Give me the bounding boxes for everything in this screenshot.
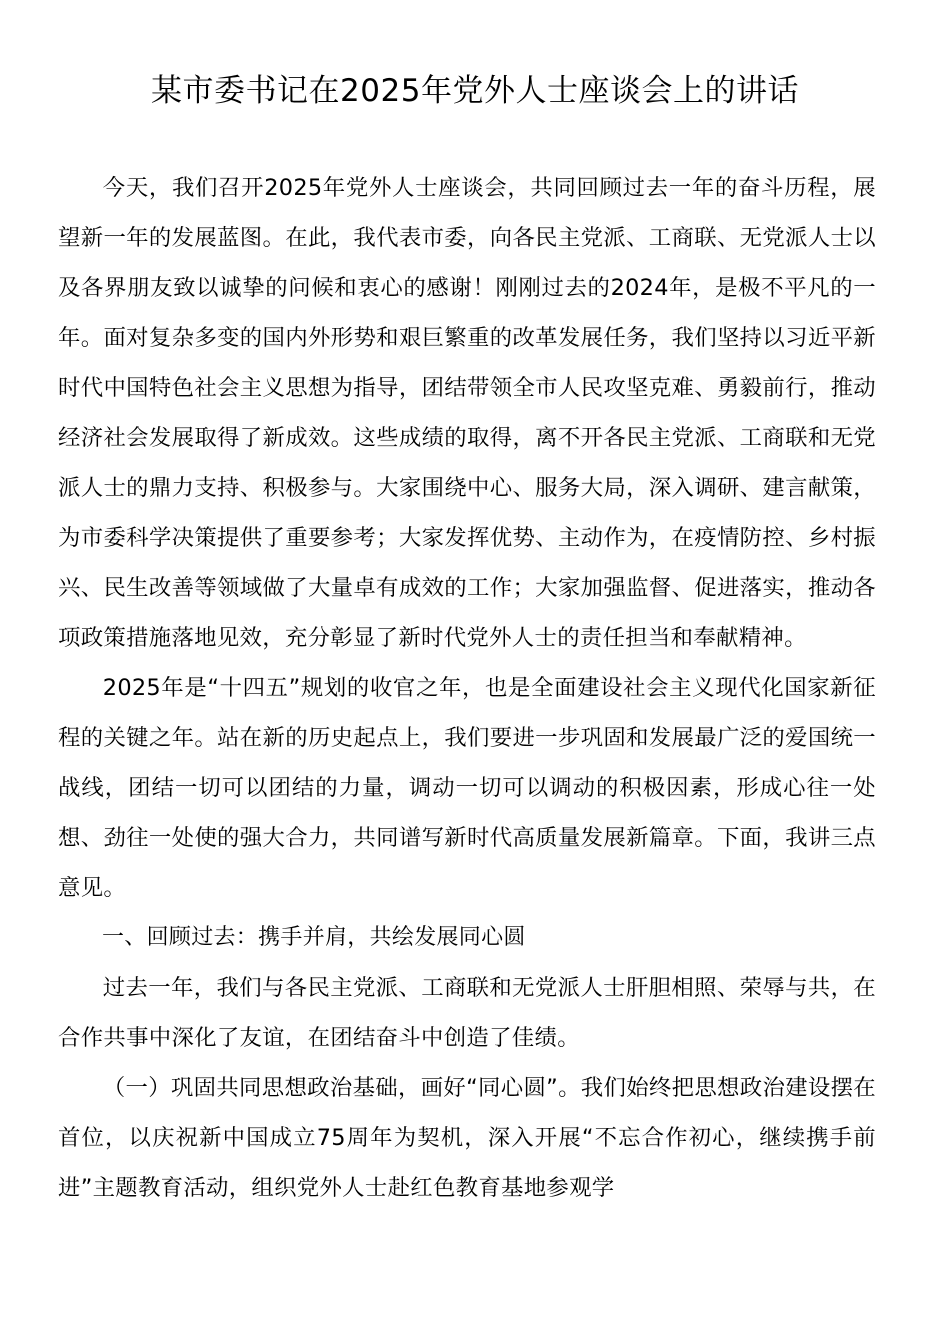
paragraph-opening: 今天，我们召开2025年党外人士座谈会，共同回顾过去一年的奋斗历程，展望新一年的发展蓝图。在此，我代表市委，向各民主党派、工商联、无党派人士以及各界朋友致以诚挚的问候和衷心的感谢！刚刚过去的2024年，是极不平凡的一年。面对复杂多变的国内外形势和艰巨繁重的改革发展任务，我们坚持以习近平新时代中国特色社会主义思想为指导，团结带领全市人民攻坚克难、勇毅前行，推动经济社会发展取得了新成效。这些成绩的取得，离不开各民主党派、工商联和无党派人士的鼎力支持、积极参与。大家围绕中心、服务大局，深入调研、建言献策，为市委科学决策提供了重要参考；大家发挥优势、主动作为，在疫情防控、乡村振兴、民生改善等领域做了大量卓有成效的工作；大家加强监督、促进落实，推动各项政策措施落地见效，充分彰显了新时代党外人士的责任担当和奉献精神。 [58,175,876,651]
paragraph-review-intro: 过去一年，我们与各民主党派、工商联和无党派人士肝胆相照、荣辱与共，在合作共事中深化了友谊，在团结奋斗中创造了佳绩。 [58,975,876,1051]
paragraph-subsection-1: （一）巩固共同思想政治基础，画好“同心圆”。我们始终把思想政治建设摆在首位，以庆祝新中国成立75周年为契机，深入开展“不忘合作初心，继续携手前进”主题教育活动，组织党外人士赴红色教育基地参观学 [58,1075,876,1201]
section-heading-1: 一、回顾过去：携手并肩，共绘发展同心圆 [102,925,526,950]
paragraph-2025-outlook: 2025年是“十四五”规划的收官之年，也是全面建设社会主义现代化国家新征程的关键之年。站在新的历史起点上，我们要进一步巩固和发展最广泛的爱国统一战线，团结一切可以团结的力量，调动一切可以调动的积极因素，形成心往一处想、劲往一处使的强大合力，共同谱写新时代高质量发展新篇章。下面，我讲三点意见。 [58,675,876,901]
document-title: 某市委书记在2025年党外人士座谈会上的讲话 [151,73,799,109]
document-body [58,163,876,1213]
